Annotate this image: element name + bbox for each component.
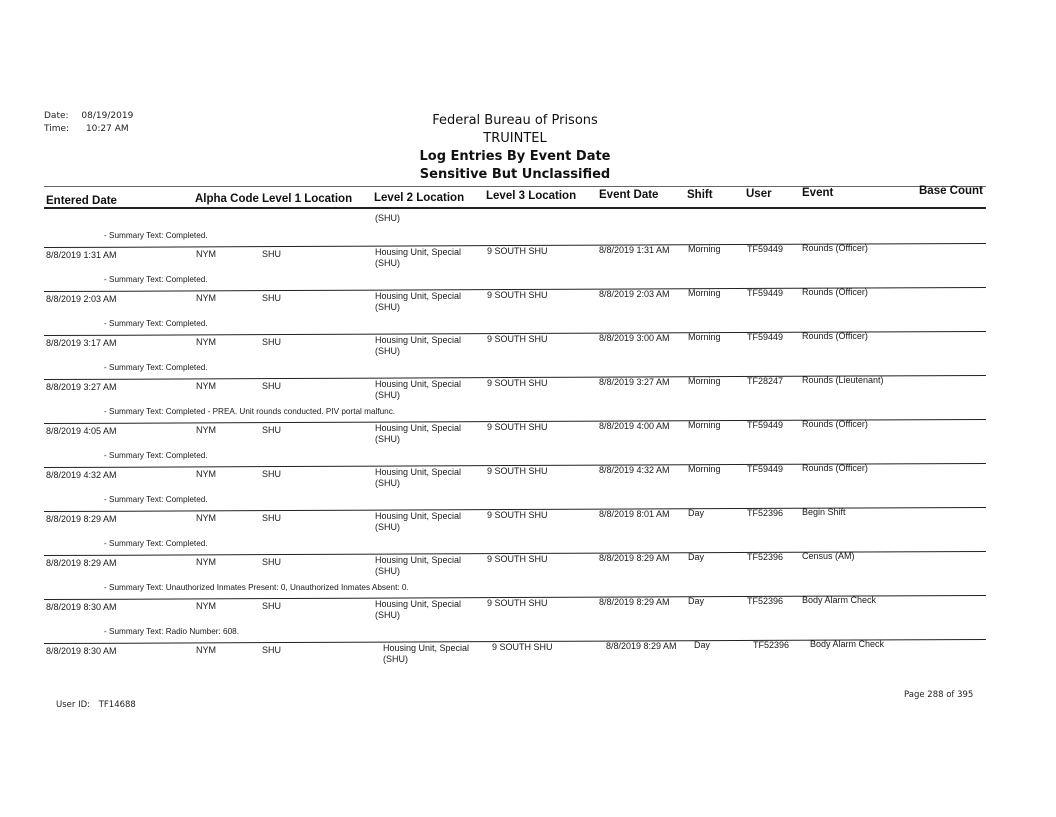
- cell-entered-date: 8/8/2019 1:31 AM: [46, 250, 117, 260]
- date-value: 08/19/2019: [81, 111, 134, 121]
- carryover-level2: (SHU): [375, 213, 400, 223]
- cell-alpha-code: NYM: [196, 557, 216, 567]
- title-classification: Sensitive But Unclassified: [419, 167, 611, 182]
- cell-level2-cont: (SHU): [375, 302, 400, 312]
- footer-user-id: TF14688: [98, 700, 136, 710]
- report-titles: [400, 112, 630, 184]
- cell-level1: SHU: [262, 249, 282, 259]
- cell-level3: 9 SOUTH SHU: [487, 466, 548, 476]
- cell-entered-date: 8/8/2019 8:30 AM: [46, 646, 117, 656]
- carryover-summary: - Summary Text: Completed.: [104, 231, 208, 240]
- cell-event-date: 8/8/2019 8:29 AM: [599, 597, 670, 607]
- cell-summary: - Summary Text: Completed.: [104, 539, 208, 548]
- title-system: TRUINTEL: [483, 131, 547, 146]
- cell-user: TF52396: [753, 640, 790, 650]
- cell-user: TF52396: [747, 552, 784, 562]
- cell-summary: - Summary Text: Completed.: [104, 363, 208, 372]
- cell-level2-cont: (SHU): [375, 478, 400, 488]
- col-event: Event: [802, 187, 834, 199]
- cell-level2: Housing Unit, Special: [375, 467, 462, 477]
- cell-alpha-code: NYM: [196, 293, 216, 303]
- cell-event-date: 8/8/2019 3:27 AM: [599, 377, 670, 387]
- cell-level2: Housing Unit, Special: [383, 643, 470, 653]
- cell-summary: - Summary Text: Unauthorized Inmates Present: 0, Unauthorized Inmates Absent: 0.: [104, 583, 409, 592]
- col-event-date: Event Date: [599, 189, 659, 201]
- cell-level1: SHU: [262, 601, 282, 611]
- cell-user: TF52396: [747, 508, 784, 518]
- cell-event: Rounds (Lieutenant): [802, 375, 884, 385]
- cell-level3: 9 SOUTH SHU: [487, 334, 548, 344]
- footer-user-label: User ID:: [56, 700, 90, 710]
- cell-entered-date: 8/8/2019 8:29 AM: [46, 514, 117, 524]
- cell-event-date: 8/8/2019 4:00 AM: [599, 421, 670, 431]
- cell-event: Rounds (Officer): [802, 463, 868, 473]
- cell-shift: Morning: [688, 288, 721, 298]
- cell-event-date: 8/8/2019 2:03 AM: [599, 289, 670, 299]
- cell-level1: SHU: [262, 513, 282, 523]
- cell-level3: 9 SOUTH SHU: [487, 598, 548, 608]
- page-number: Page 288 of 395: [904, 690, 974, 700]
- cell-level2-cont: (SHU): [375, 566, 400, 576]
- cell-entered-date: 8/8/2019 8:29 AM: [46, 558, 117, 568]
- col-level2: Level 2 Location: [374, 192, 465, 204]
- col-level3: Level 3 Location: [486, 190, 577, 202]
- table-row: [0, 285, 1056, 330]
- cell-level3: 9 SOUTH SHU: [487, 246, 548, 256]
- cell-level2: Housing Unit, Special: [375, 511, 462, 521]
- cell-user: TF59449: [747, 420, 784, 430]
- cell-alpha-code: NYM: [196, 337, 216, 347]
- cell-level2: Housing Unit, Special: [375, 247, 462, 257]
- cell-summary: - Summary Text: Completed.: [104, 319, 208, 328]
- cell-event-date: 8/8/2019 8:01 AM: [599, 509, 670, 519]
- cell-summary: - Summary Text: Completed.: [104, 451, 208, 460]
- cell-event-date: 8/8/2019 4:32 AM: [599, 465, 670, 475]
- cell-summary: - Summary Text: Completed.: [104, 275, 208, 284]
- cell-event-date: 8/8/2019 3:00 AM: [599, 333, 670, 343]
- cell-shift: Morning: [688, 420, 721, 430]
- cell-level1: SHU: [262, 293, 282, 303]
- cell-shift: Day: [688, 596, 705, 606]
- footer-user: [56, 700, 136, 710]
- report-time: [44, 124, 129, 134]
- cell-level2-cont: (SHU): [375, 346, 400, 356]
- cell-user: TF59449: [747, 244, 784, 254]
- col-level1: Level 1 Location: [262, 193, 353, 205]
- cell-level2: Housing Unit, Special: [375, 291, 462, 301]
- cell-level2-cont: (SHU): [375, 434, 400, 444]
- cell-user: TF28247: [747, 376, 784, 386]
- col-base-count: Base Count: [919, 185, 983, 197]
- cell-level1: SHU: [262, 557, 282, 567]
- cell-entered-date: 8/8/2019 4:05 AM: [46, 426, 117, 436]
- cell-user: TF59449: [747, 288, 784, 298]
- table-row: [0, 373, 1056, 418]
- cell-event: Body Alarm Check: [802, 595, 877, 605]
- cell-summary: - Summary Text: Radio Number: 608.: [104, 627, 239, 636]
- cell-level2: Housing Unit, Special: [375, 379, 462, 389]
- table-row: [0, 417, 1056, 462]
- cell-summary: - Summary Text: Completed.: [104, 495, 208, 504]
- cell-event-date: 8/8/2019 1:31 AM: [599, 245, 670, 255]
- cell-shift: Morning: [688, 464, 721, 474]
- cell-level1: SHU: [262, 645, 282, 655]
- cell-level1: SHU: [262, 469, 282, 479]
- header-bottom-rule: [44, 207, 986, 209]
- cell-event: Rounds (Officer): [802, 419, 868, 429]
- table-row: [0, 637, 1056, 682]
- cell-level1: SHU: [262, 337, 282, 347]
- cell-shift: Day: [688, 508, 705, 518]
- table-row: [0, 593, 1056, 638]
- cell-shift: Morning: [688, 244, 721, 254]
- cell-level2-cont: (SHU): [375, 610, 400, 620]
- cell-shift: Day: [694, 640, 711, 650]
- cell-shift: Morning: [688, 376, 721, 386]
- cell-event: Rounds (Officer): [802, 243, 868, 253]
- cell-shift: Day: [688, 552, 705, 562]
- cell-level2: Housing Unit, Special: [375, 423, 462, 433]
- col-shift: Shift: [687, 189, 713, 201]
- table-row: [0, 329, 1056, 374]
- cell-user: TF52396: [747, 596, 784, 606]
- cell-event-date: 8/8/2019 8:29 AM: [599, 553, 670, 563]
- cell-alpha-code: NYM: [196, 469, 216, 479]
- cell-entered-date: 8/8/2019 2:03 AM: [46, 294, 117, 304]
- cell-entered-date: 8/8/2019 4:32 AM: [46, 470, 117, 480]
- cell-user: TF59449: [747, 464, 784, 474]
- cell-entered-date: 8/8/2019 8:30 AM: [46, 602, 117, 612]
- cell-level2: Housing Unit, Special: [375, 335, 462, 345]
- time-label: Time:: [44, 124, 70, 134]
- cell-summary: - Summary Text: Completed - PREA. Unit rounds conducted. PIV portal malfunc.: [104, 407, 396, 416]
- cell-event: Census (AM): [802, 551, 855, 561]
- cell-level2: Housing Unit, Special: [375, 555, 462, 565]
- cell-entered-date: 8/8/2019 3:27 AM: [46, 382, 117, 392]
- time-value: 10:27 AM: [85, 124, 129, 134]
- header-top-rule: [44, 186, 986, 187]
- cell-level3: 9 SOUTH SHU: [487, 510, 548, 520]
- table-row: [0, 505, 1056, 550]
- cell-level2-cont: (SHU): [375, 522, 400, 532]
- cell-level3: 9 SOUTH SHU: [487, 422, 548, 432]
- cell-level2-cont: (SHU): [383, 654, 408, 664]
- cell-alpha-code: NYM: [196, 381, 216, 391]
- col-alpha-code: Alpha Code: [195, 193, 259, 205]
- date-label: Date:: [44, 111, 69, 121]
- table-row: [0, 461, 1056, 506]
- cell-shift: Morning: [688, 332, 721, 342]
- cell-level3: 9 SOUTH SHU: [492, 642, 553, 652]
- report-date: [44, 111, 133, 121]
- cell-event-date: 8/8/2019 8:29 AM: [606, 641, 677, 651]
- cell-event: Begin Shift: [802, 507, 846, 517]
- cell-event: Body Alarm Check: [810, 639, 885, 649]
- table-row: [0, 241, 1056, 286]
- cell-level1: SHU: [262, 425, 282, 435]
- cell-user: TF59449: [747, 332, 784, 342]
- cell-level3: 9 SOUTH SHU: [487, 290, 548, 300]
- cell-alpha-code: NYM: [196, 601, 216, 611]
- cell-alpha-code: NYM: [196, 645, 216, 655]
- col-user: User: [746, 188, 772, 200]
- cell-event: Rounds (Officer): [802, 331, 868, 341]
- cell-alpha-code: NYM: [196, 249, 216, 259]
- cell-level3: 9 SOUTH SHU: [487, 554, 548, 564]
- title-report: Log Entries By Event Date: [419, 149, 611, 164]
- cell-level3: 9 SOUTH SHU: [487, 378, 548, 388]
- cell-level1: SHU: [262, 381, 282, 391]
- cell-alpha-code: NYM: [196, 425, 216, 435]
- cell-entered-date: 8/8/2019 3:17 AM: [46, 338, 117, 348]
- cell-alpha-code: NYM: [196, 513, 216, 523]
- cell-level2-cont: (SHU): [375, 258, 400, 268]
- cell-level2-cont: (SHU): [375, 390, 400, 400]
- cell-level2: Housing Unit, Special: [375, 599, 462, 609]
- title-agency: Federal Bureau of Prisons: [432, 113, 598, 128]
- cell-event: Rounds (Officer): [802, 287, 868, 297]
- table-row: [0, 549, 1056, 594]
- col-entered-date: Entered Date: [46, 195, 117, 207]
